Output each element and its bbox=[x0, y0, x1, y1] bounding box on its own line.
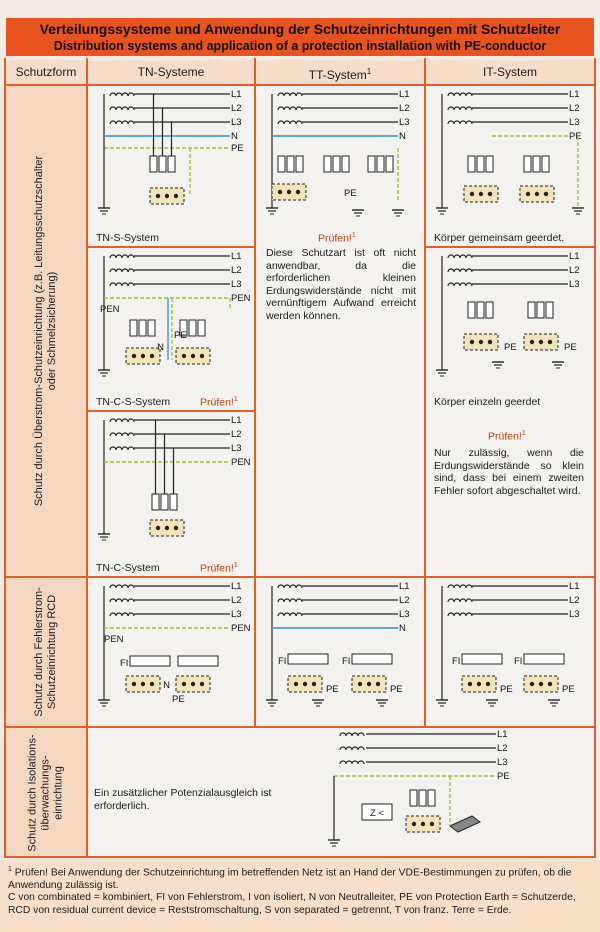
diagram-isolation bbox=[300, 730, 592, 854]
caption-tn-c: TN-C-System bbox=[96, 562, 160, 574]
label-pe-2: PE bbox=[562, 684, 575, 695]
terminal-dot bbox=[430, 822, 434, 826]
terminal-dot bbox=[535, 192, 539, 196]
terminal-dot bbox=[479, 340, 483, 344]
label-l2: L2 bbox=[569, 595, 580, 606]
terminal-dot bbox=[539, 682, 543, 686]
label-l3: L3 bbox=[569, 609, 580, 620]
terminal-dot bbox=[278, 190, 282, 194]
transformer-coil bbox=[110, 599, 134, 602]
fuse bbox=[296, 156, 303, 172]
label-pe: PE bbox=[569, 131, 582, 142]
terminal-dot bbox=[488, 192, 492, 196]
label-pe-2: PE bbox=[564, 342, 577, 353]
terminal-dot bbox=[287, 190, 291, 194]
transformer-coil bbox=[110, 121, 134, 124]
terminal-dot bbox=[156, 194, 160, 198]
fuse bbox=[410, 790, 417, 806]
transformer-coil bbox=[110, 283, 134, 286]
diagram-tt bbox=[258, 88, 422, 228]
diagram-tn-s bbox=[90, 88, 252, 228]
label-l2: L2 bbox=[231, 265, 242, 276]
label-n-mid: N bbox=[157, 342, 164, 353]
fuse bbox=[477, 302, 484, 318]
potential-rail bbox=[450, 816, 480, 832]
label-z: Z < bbox=[370, 808, 384, 819]
label-pe-1: PE bbox=[326, 684, 339, 695]
terminal-dot bbox=[486, 682, 490, 686]
fuse bbox=[130, 320, 137, 336]
diagram-tn-c bbox=[90, 414, 252, 554]
fuse bbox=[542, 156, 549, 172]
transformer-coil bbox=[448, 121, 472, 124]
label-l1: L1 bbox=[399, 89, 410, 100]
rcd-box bbox=[130, 656, 170, 666]
col-header-tn: TN-Systeme bbox=[88, 60, 254, 84]
col-header-tt: TT-System$^1$ bbox=[256, 60, 424, 84]
transformer-coil bbox=[278, 121, 302, 124]
label-pe-1: PE bbox=[500, 684, 513, 695]
transformer-coil bbox=[278, 599, 302, 602]
label-l2: L2 bbox=[231, 595, 242, 606]
label-pe-mid: PE bbox=[172, 694, 185, 705]
transformer-coil bbox=[448, 599, 472, 602]
terminal-dot bbox=[468, 682, 472, 686]
label-l1: L1 bbox=[569, 251, 580, 262]
label-l3: L3 bbox=[497, 757, 508, 768]
fuse bbox=[278, 156, 285, 172]
transformer-coil bbox=[448, 283, 472, 286]
fuse bbox=[287, 156, 294, 172]
terminal-dot bbox=[376, 682, 380, 686]
transformer-coil bbox=[448, 269, 472, 272]
label-l1: L1 bbox=[569, 581, 580, 592]
label-l2: L2 bbox=[231, 429, 242, 440]
label-pen-left: PEN bbox=[104, 634, 124, 645]
title-de: Verteilungssysteme und Anwendung der Schutzeinrichtungen mit Schutzleiter bbox=[39, 21, 561, 37]
fuse bbox=[386, 156, 393, 172]
rcd-box bbox=[352, 654, 392, 664]
fuse bbox=[468, 156, 475, 172]
terminal-dot bbox=[539, 340, 543, 344]
fuse bbox=[333, 156, 340, 172]
fuse bbox=[198, 320, 205, 336]
transformer-coil bbox=[110, 585, 134, 588]
terminal-dot bbox=[367, 682, 371, 686]
transformer-coil bbox=[110, 447, 134, 450]
rcd-box bbox=[178, 656, 218, 666]
transformer-coil bbox=[278, 585, 302, 588]
label-n-mid: N bbox=[163, 680, 170, 691]
label-l1: L1 bbox=[231, 251, 242, 262]
transformer-coil bbox=[340, 761, 364, 764]
terminal-dot bbox=[132, 682, 136, 686]
row-label-overcurrent: Schutz durch Überstrom-Schutzeinrichtung (z.B. Leitungsschutzschalter oder Schmelzsicherung) bbox=[6, 86, 86, 576]
terminal-dot bbox=[548, 682, 552, 686]
label-pe: PE bbox=[231, 143, 244, 154]
terminal-dot bbox=[200, 354, 204, 358]
footnote-text: $^1$ Prüfen! Bei Anwendung der Schutzeinrichtung im betreffenden Netz ist an Hand der VDE-Bestimmungen zu prüfen, ob die Anwendung zulässig ist. C von combinated = kombiniert, FI von Fehlerstrom, I von isoliert, N von Neutralleiter, PE von Protection Earth = Schutzerde, RCD von residual current device = Reststromschaltung, S von separated = getrennt, T von franz. Terre = Erde. bbox=[8, 866, 576, 916]
fuse bbox=[161, 494, 168, 510]
terminal-dot bbox=[470, 192, 474, 196]
terminal-dot bbox=[548, 340, 552, 344]
label-l2: L2 bbox=[569, 265, 580, 276]
fuse bbox=[377, 156, 384, 172]
terminal-dot bbox=[132, 354, 136, 358]
transformer-coil bbox=[110, 269, 134, 272]
pruefen-tn-c: Prüfen!$^1$ bbox=[200, 562, 238, 575]
label-pe-2: PE bbox=[390, 684, 403, 695]
label-pe-1: PE bbox=[504, 342, 517, 353]
label-fi-1: FI bbox=[452, 656, 461, 667]
fuse bbox=[486, 156, 493, 172]
fuse bbox=[342, 156, 349, 172]
transformer-coil bbox=[110, 419, 134, 422]
label-n: N bbox=[399, 131, 406, 142]
terminal-dot bbox=[530, 340, 534, 344]
terminal-dot bbox=[312, 682, 316, 686]
terminal-dot bbox=[200, 682, 204, 686]
row-label-isolation: Schutz durch Isolations- überwachungs- einrichtung bbox=[6, 728, 86, 858]
label-l2: L2 bbox=[497, 743, 508, 754]
label-n: N bbox=[231, 131, 238, 142]
label-n: N bbox=[399, 623, 406, 634]
label-l1: L1 bbox=[231, 415, 242, 426]
label-l3: L3 bbox=[231, 117, 242, 128]
terminal-dot bbox=[479, 192, 483, 196]
diagram-rcd-it bbox=[428, 580, 592, 720]
transformer-coil bbox=[278, 93, 302, 96]
label-pe-mid: PE bbox=[174, 330, 187, 341]
terminal-dot bbox=[421, 822, 425, 826]
transformer-coil bbox=[110, 433, 134, 436]
label-l3: L3 bbox=[231, 609, 242, 620]
terminal-dot bbox=[488, 340, 492, 344]
transformer-coil bbox=[278, 613, 302, 616]
row-label-rcd: Schutz durch Fehlerstrom- Schutzeinrichtung RCD bbox=[6, 578, 86, 726]
terminal-dot bbox=[141, 682, 145, 686]
terminal-dot bbox=[412, 822, 416, 826]
terminal-dot bbox=[150, 682, 154, 686]
caption-it-common: Körper gemeinsam geerdet. bbox=[434, 232, 565, 244]
terminal-dot bbox=[358, 682, 362, 686]
fuse bbox=[159, 156, 166, 172]
fuse bbox=[524, 156, 531, 172]
fuse bbox=[533, 156, 540, 172]
label-fi: FI bbox=[120, 658, 129, 669]
terminal-dot bbox=[165, 194, 169, 198]
label-pe: PE bbox=[497, 771, 510, 782]
diagram-it-common bbox=[428, 88, 592, 228]
fuse bbox=[486, 302, 493, 318]
pruefen-tn-c-s: Prüfen!$^1$ bbox=[200, 396, 238, 409]
col-header-it: IT-System bbox=[426, 60, 594, 84]
label-l3: L3 bbox=[399, 609, 410, 620]
fuse bbox=[528, 302, 535, 318]
tt-note: Diese Schutzart ist oft nicht anwendbar, da die erforderlichen kleinen Erdungswiderstände nicht mit vernünftigem Aufwand erreicht werden können. bbox=[266, 247, 416, 322]
pruefen-it: Prüfen!$^1$ bbox=[488, 430, 526, 443]
label-l3: L3 bbox=[399, 117, 410, 128]
terminal-dot bbox=[182, 354, 186, 358]
fuse bbox=[189, 320, 196, 336]
fuse bbox=[368, 156, 375, 172]
terminal-dot bbox=[303, 682, 307, 686]
terminal-dot bbox=[141, 354, 145, 358]
fuse bbox=[170, 494, 177, 510]
fuse bbox=[419, 790, 426, 806]
terminal-dot bbox=[174, 526, 178, 530]
fuse bbox=[139, 320, 146, 336]
diagram-rcd-tt bbox=[258, 580, 422, 720]
footnote bbox=[0, 860, 600, 932]
label-l2: L2 bbox=[399, 595, 410, 606]
terminal-dot bbox=[544, 192, 548, 196]
terminal-dot bbox=[470, 340, 474, 344]
transformer-coil bbox=[448, 107, 472, 110]
fuse bbox=[324, 156, 331, 172]
rcd-box bbox=[462, 654, 502, 664]
fuse bbox=[546, 302, 553, 318]
label-l1: L1 bbox=[569, 89, 580, 100]
diagram-rcd-tn bbox=[90, 580, 252, 720]
fuse bbox=[152, 494, 159, 510]
label-l3: L3 bbox=[231, 443, 242, 454]
label-pen-left: PEN bbox=[100, 304, 120, 315]
terminal-dot bbox=[296, 190, 300, 194]
transformer-coil bbox=[448, 255, 472, 258]
label-l1: L1 bbox=[399, 581, 410, 592]
terminal-dot bbox=[165, 526, 169, 530]
diagram-it-single bbox=[428, 250, 592, 390]
diagram-tn-c-s bbox=[90, 250, 252, 390]
rcd-box bbox=[524, 654, 564, 664]
transformer-coil bbox=[448, 585, 472, 588]
rcd-box bbox=[288, 654, 328, 664]
label-l1: L1 bbox=[231, 581, 242, 592]
transformer-coil bbox=[340, 733, 364, 736]
fuse bbox=[148, 320, 155, 336]
transformer-coil bbox=[110, 613, 134, 616]
label-l3: L3 bbox=[231, 279, 242, 290]
terminal-dot bbox=[150, 354, 154, 358]
label-l2: L2 bbox=[569, 103, 580, 114]
terminal-dot bbox=[174, 194, 178, 198]
fuse bbox=[168, 156, 175, 172]
fuse bbox=[477, 156, 484, 172]
label-l1: L1 bbox=[231, 89, 242, 100]
transformer-coil bbox=[110, 93, 134, 96]
caption-tn-s: TN-S-System bbox=[96, 232, 159, 244]
label-fi-2: FI bbox=[342, 656, 351, 667]
terminal-dot bbox=[182, 682, 186, 686]
transformer-coil bbox=[278, 107, 302, 110]
transformer-coil bbox=[448, 93, 472, 96]
label-pen: PEN bbox=[231, 623, 251, 634]
fuse bbox=[150, 156, 157, 172]
label-l3: L3 bbox=[569, 117, 580, 128]
transformer-coil bbox=[340, 747, 364, 750]
label-l1: L1 bbox=[497, 729, 508, 740]
terminal-dot bbox=[477, 682, 481, 686]
label-fi-2: FI bbox=[514, 656, 523, 667]
fuse bbox=[537, 302, 544, 318]
title-banner bbox=[6, 18, 594, 56]
transformer-coil bbox=[110, 255, 134, 258]
title-en: Distribution systems and application of a protection installation with PE-conductor bbox=[53, 39, 547, 53]
col-header-schutzform: Schutzform bbox=[6, 60, 86, 84]
transformer-coil bbox=[110, 107, 134, 110]
label-l2: L2 bbox=[231, 103, 242, 114]
label-pen: PEN bbox=[231, 293, 251, 304]
label-fi-1: FI bbox=[278, 656, 287, 667]
fuse bbox=[428, 790, 435, 806]
terminal-dot bbox=[191, 682, 195, 686]
transformer-coil bbox=[448, 613, 472, 616]
terminal-dot bbox=[156, 526, 160, 530]
caption-tn-c-s: TN-C-S-System bbox=[96, 396, 171, 408]
label-pen: PEN bbox=[231, 457, 251, 468]
terminal-dot bbox=[530, 682, 534, 686]
label-pe: PE bbox=[344, 188, 357, 199]
fuse bbox=[468, 302, 475, 318]
it-note: Nur zulässig, wenn die Erdungswiderstände so klein sind, dass bei einem zweiten Fehler sofort abgeschaltet wird. bbox=[434, 447, 584, 497]
pruefen-tt: Prüfen!$^1$ bbox=[318, 232, 356, 245]
terminal-dot bbox=[526, 192, 530, 196]
label-l3: L3 bbox=[569, 279, 580, 290]
label-l2: L2 bbox=[399, 103, 410, 114]
terminal-dot bbox=[294, 682, 298, 686]
caption-it-single: Körper einzeln geerdet bbox=[434, 396, 541, 408]
iso-note: Ein zusätzlicher Potenzialausgleich ist erforderlich. bbox=[94, 787, 272, 812]
terminal-dot bbox=[191, 354, 195, 358]
